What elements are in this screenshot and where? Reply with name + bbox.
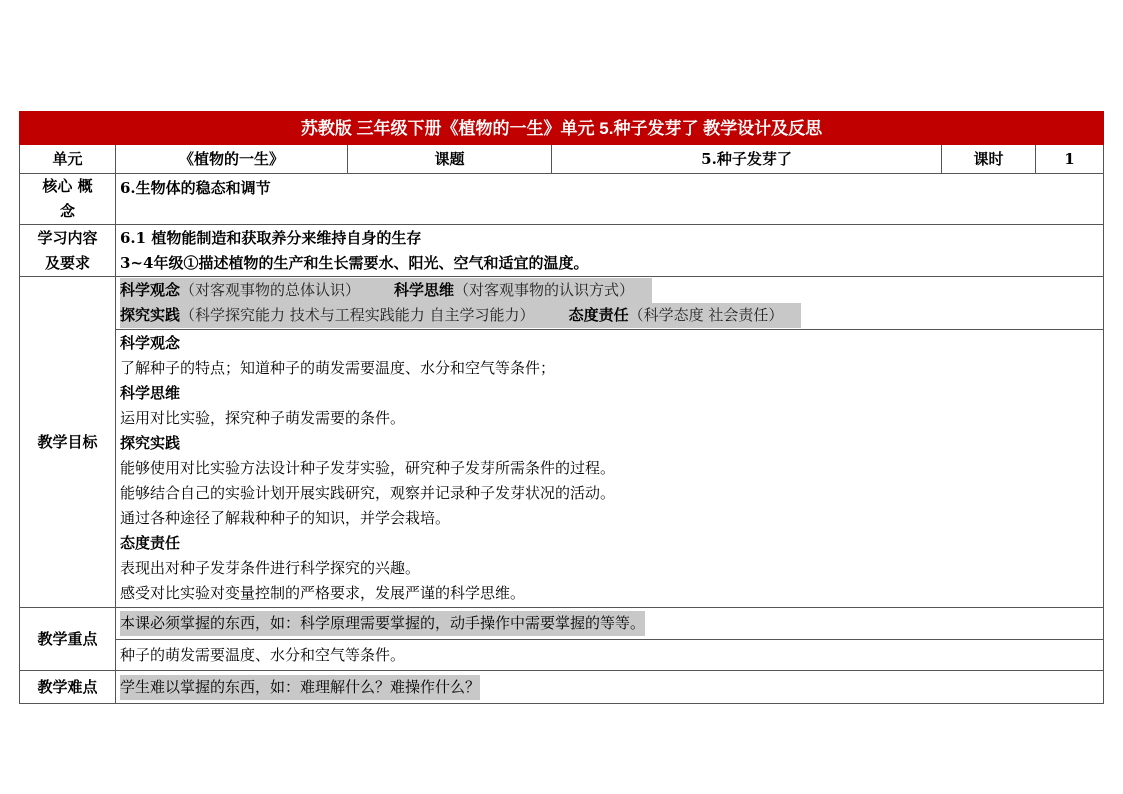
objective-line: 能够使用对比实验方法设计种子发芽实验，研究种子发芽所需条件的过程。 — [120, 459, 616, 477]
lesson-plan-sheet — [19, 111, 1103, 704]
period-value: 1 — [1036, 145, 1104, 174]
objectives-label: 教学目标 — [20, 277, 116, 608]
core-concept-label-line1: 核心 概 — [42, 177, 93, 195]
difficulties-label: 教学难点 — [20, 671, 116, 704]
objective-line: 运用对比实验，探究种子萌发需要的条件。 — [120, 409, 406, 427]
content-requirement-row — [20, 225, 1104, 277]
dimension-science-concept-title: 科学观念 — [120, 281, 181, 299]
objective-line: 表现出对种子发芽条件进行科学探究的兴趣。 — [120, 559, 421, 577]
objective-line: 了解种子的特点；知道种子的萌发需要温度、水分和空气等条件； — [120, 359, 556, 377]
key-points-hint-cell — [116, 608, 1104, 640]
objective-line: 能够结合自己的实验计划开展实践研究，观察并记录种子发芽状况的活动。 — [120, 484, 616, 502]
dimension-row-2-highlight — [120, 303, 801, 328]
key-points-hint-row — [20, 608, 1104, 640]
key-points-row — [20, 640, 1104, 671]
unit-value: 《植物的一生》 — [116, 145, 348, 174]
content-requirement-label — [20, 225, 116, 277]
content-requirement-line2: 3~4年级①描述植物的生产和生长需要水、阳光、空气和适宜的温度。 — [120, 253, 589, 272]
dimension-inquiry-practice-desc: （科学探究能力 技术与工程实践能力 自主学习能力） — [180, 306, 535, 324]
core-concept-label-line2: 念 — [59, 202, 75, 220]
objective-heading-concept: 科学观念 — [120, 334, 181, 352]
key-points-label: 教学重点 — [20, 608, 116, 671]
dimension-inquiry-practice-title: 探究实践 — [120, 306, 181, 324]
topic-label: 课题 — [348, 145, 552, 174]
dimension-row-1 — [120, 278, 1099, 303]
topic-value: 5.种子发芽了 — [552, 145, 942, 174]
difficulties-hint-cell — [116, 671, 1104, 704]
objective-heading-thinking: 科学思维 — [120, 384, 181, 402]
unit-label: 单元 — [20, 145, 116, 174]
info-row — [20, 145, 1104, 174]
core-concept-value: 6.生物体的稳态和调节 — [116, 174, 1104, 225]
dimension-attitude-desc: （科学态度 社会责任） — [628, 306, 784, 324]
lesson-plan-table — [19, 111, 1104, 704]
objectives-detail — [116, 330, 1104, 608]
dimension-attitude-title: 态度责任 — [568, 306, 629, 324]
objective-line: 通过各种途径了解栽种种子的知识，并学会栽培。 — [120, 509, 451, 527]
difficulties-row — [20, 671, 1104, 704]
dimension-science-thinking-desc: （对客观事物的认识方式） — [454, 281, 635, 299]
content-requirement-label-line2: 及要求 — [44, 253, 90, 272]
difficulties-hint: 学生难以掌握的东西，如：难理解什么？难操作什么？ — [120, 675, 480, 700]
content-requirement-label-line1: 学习内容 — [37, 228, 98, 247]
objectives-dimensions — [116, 277, 1104, 330]
document-title: 苏教版 三年级下册《植物的一生》单元 5.种子发芽了 教学设计及反思 — [20, 112, 1104, 145]
objectives-row — [20, 277, 1104, 330]
core-concept-row — [20, 174, 1104, 225]
key-points-value: 种子的萌发需要温度、水分和空气等条件。 — [116, 640, 1104, 671]
dimension-row-2 — [120, 303, 1099, 328]
title-row — [20, 112, 1104, 145]
dimension-science-concept-desc: （对客观事物的总体认识） — [180, 281, 361, 299]
dimension-science-thinking-title: 科学思维 — [394, 281, 455, 299]
core-concept-label — [20, 174, 116, 225]
objective-heading-practice: 探究实践 — [120, 434, 181, 452]
key-points-hint: 本课必须掌握的东西，如：科学原理需要掌握的，动手操作中需要掌握的等等。 — [120, 611, 645, 636]
objective-line: 感受对比实验对变量控制的严格要求，发展严谨的科学思维。 — [120, 584, 526, 602]
objective-heading-attitude: 态度责任 — [120, 534, 181, 552]
content-requirement-value — [116, 225, 1104, 277]
dimension-row-1-highlight — [120, 278, 652, 303]
objectives-detail-row — [20, 330, 1104, 608]
period-label: 课时 — [942, 145, 1036, 174]
content-requirement-line1: 6.1 植物能制造和获取养分来维持自身的生存 — [120, 228, 422, 247]
